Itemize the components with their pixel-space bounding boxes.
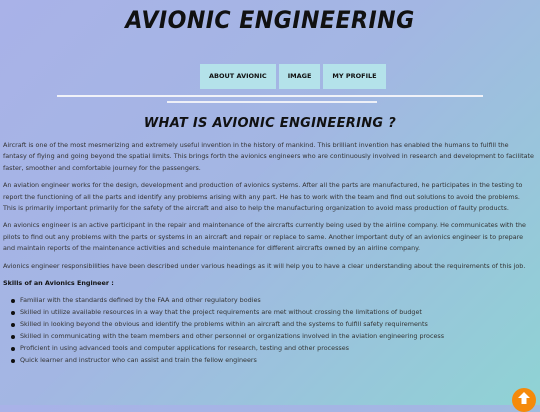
divider-top	[57, 95, 483, 97]
divider-bottom	[167, 101, 377, 103]
bullet-icon	[11, 347, 15, 351]
article-content	[3, 140, 534, 367]
skill-text: Proficient in using advanced tools and computer applications for research, testing and other processes	[20, 344, 350, 353]
skill-item	[8, 355, 534, 366]
nav-about-avionic[interactable]: ABOUT AVIONIC	[200, 64, 276, 89]
skills-list	[3, 295, 534, 366]
bullet-icon	[11, 335, 15, 339]
site-title: AVIONIC ENGINEERING	[125, 6, 415, 34]
skills-heading: Skills of an Avionics Engineer :	[3, 279, 114, 288]
paragraph: An aviation engineer works for the design, development and production of avionics systems. After all the parts are manufactured, he participates in the testing to report the functioning of all the parts and identify any problems arising with any part. He has to work with the team and find out solutions to avoid the problems. This is primarily important primarily for the safety of the aircraft and also to help the manufacturing organization to avoid mass production of faulty products.	[3, 181, 523, 213]
paragraph: Aircraft is one of the most mesmerizing and extremely useful invention in the history of mankind. This brilliant invention has enabled the humans to fulfill the fantasy of flying and going beyond the spatial limits. This brings forth the avionics engineers who are continuously involved in research and development to facilitate faster, smoother and comfortable journey for the passengers.	[3, 141, 534, 172]
main-nav	[200, 64, 386, 89]
paragraph: Avionics engineer responsibilities have been described under various headings as it will help you to have a clear understanding about the requirements of this job.	[3, 261, 526, 270]
nav-image[interactable]: IMAGE	[279, 64, 321, 89]
skill-item	[8, 319, 534, 330]
bullet-icon	[11, 323, 15, 327]
skill-text: Skilled in looking beyond the obvious and identify the problems within an aircraft and the systems to fulfill safety requirements	[20, 320, 428, 329]
skill-text: Quick learner and instructor who can assist and train the fellow engineers	[20, 356, 257, 364]
skill-item	[8, 343, 534, 354]
skill-text: Skilled in utilize available resources in a way that the project requirements are met without crossing the limitations of budget	[20, 308, 422, 317]
skill-item	[8, 295, 534, 306]
skill-item	[8, 307, 534, 318]
nav-my-profile[interactable]: MY PROFILE	[323, 64, 385, 89]
bullet-icon	[11, 299, 15, 303]
arrow-up-icon	[517, 391, 531, 405]
skill-text: Skilled in communicating with the team members and other personnel or organizations involved in the aviation engineering process	[20, 332, 445, 341]
skill-text: Familiar with the standards defined by the FAA and other regulatory bodies	[20, 296, 261, 305]
section-title: WHAT IS AVIONIC ENGINEERING ?	[143, 116, 397, 131]
bullet-icon	[11, 359, 15, 363]
skill-item	[8, 331, 534, 342]
paragraph: An avionics engineer is an active participant in the repair and maintenance of the aircrafts currently being used by the airline company. He communicates with the pilots to find out any problems with the parts or systems in an aircraft and repair or replace to same. Another important duty of an avionics engineer is to prepare and maintain reports of the maintenance activities and schedule maintenance for different aircrafts owned by an airline company.	[3, 221, 526, 253]
scroll-to-top-button[interactable]	[512, 388, 536, 412]
bullet-icon	[11, 311, 15, 315]
